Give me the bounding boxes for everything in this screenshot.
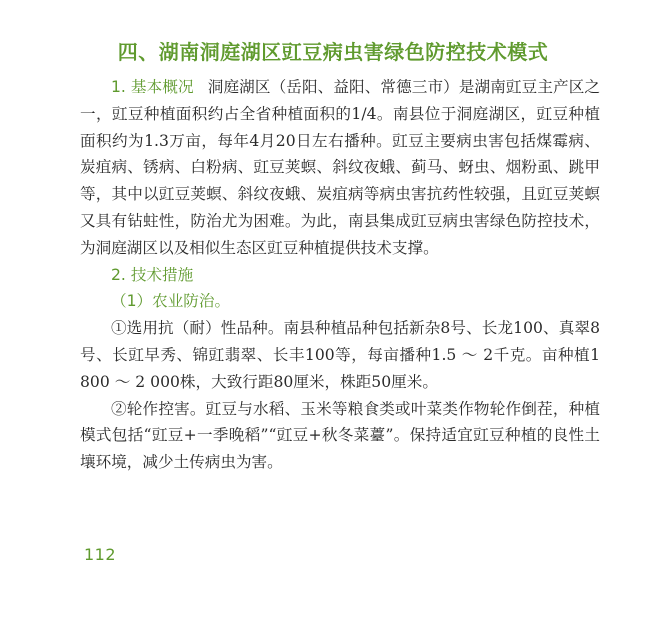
measure-item-1: ①选用抗（耐）性品种。南县种植品种包括新杂8号、长龙100、真翠8号、长豇早秀、锦豇翡翠、长丰100等，每亩播种1.5 ～ 2千克。亩种植1 800 ～ 2 000株，大致行距80厘米，株距50厘米。 [80, 319, 600, 391]
page-body [80, 74, 600, 476]
overview-text: 洞庭湖区（岳阳、益阳、常德三市）是湖南豇豆主产区之一，豇豆种植面积约占全省种植面积的1/4。南县位于洞庭湖区，豇豆种植面积约为1.3万亩，每年4月20日左右播种。豇豆主要病虫害包括煤霉病、炭疽病、锈病、白粉病、豇豆荚螟、斜纹夜蛾、蓟马、蚜虫、烟粉虱、跳甲等，其中以豇豆荚螟、斜纹夜蛾、炭疽病等病虫害抗药性较强，且豇豆荚螟又具有钻蛀性，防治尤为困难。为此，南县集成豇豆病虫害绿色防控技术，为洞庭湖区以及相似生态区豇豆种植提供技术支撑。 [80, 78, 600, 257]
measures-heading: 2. 技术措施 [111, 265, 194, 284]
agricultural-control-heading: （1）农业防治。 [111, 292, 231, 311]
page-number: 112 [84, 545, 117, 564]
measure-item-2: ②轮作控害。豇豆与水稻、玉米等粮食类或叶菜类作物轮作倒茬，种植模式包括“豇豆+一季晚稻”“豇豆+秋冬菜薹”。保持适宜豇豆种植的良性土壤环境，减少土传病虫为害。 [80, 399, 600, 472]
overview-heading: 1. 基本概况 [111, 78, 194, 96]
section-title: 四、湖南洞庭湖区豇豆病虫害绿色防控技术模式 [117, 40, 549, 64]
overview-paragraph [80, 74, 600, 262]
